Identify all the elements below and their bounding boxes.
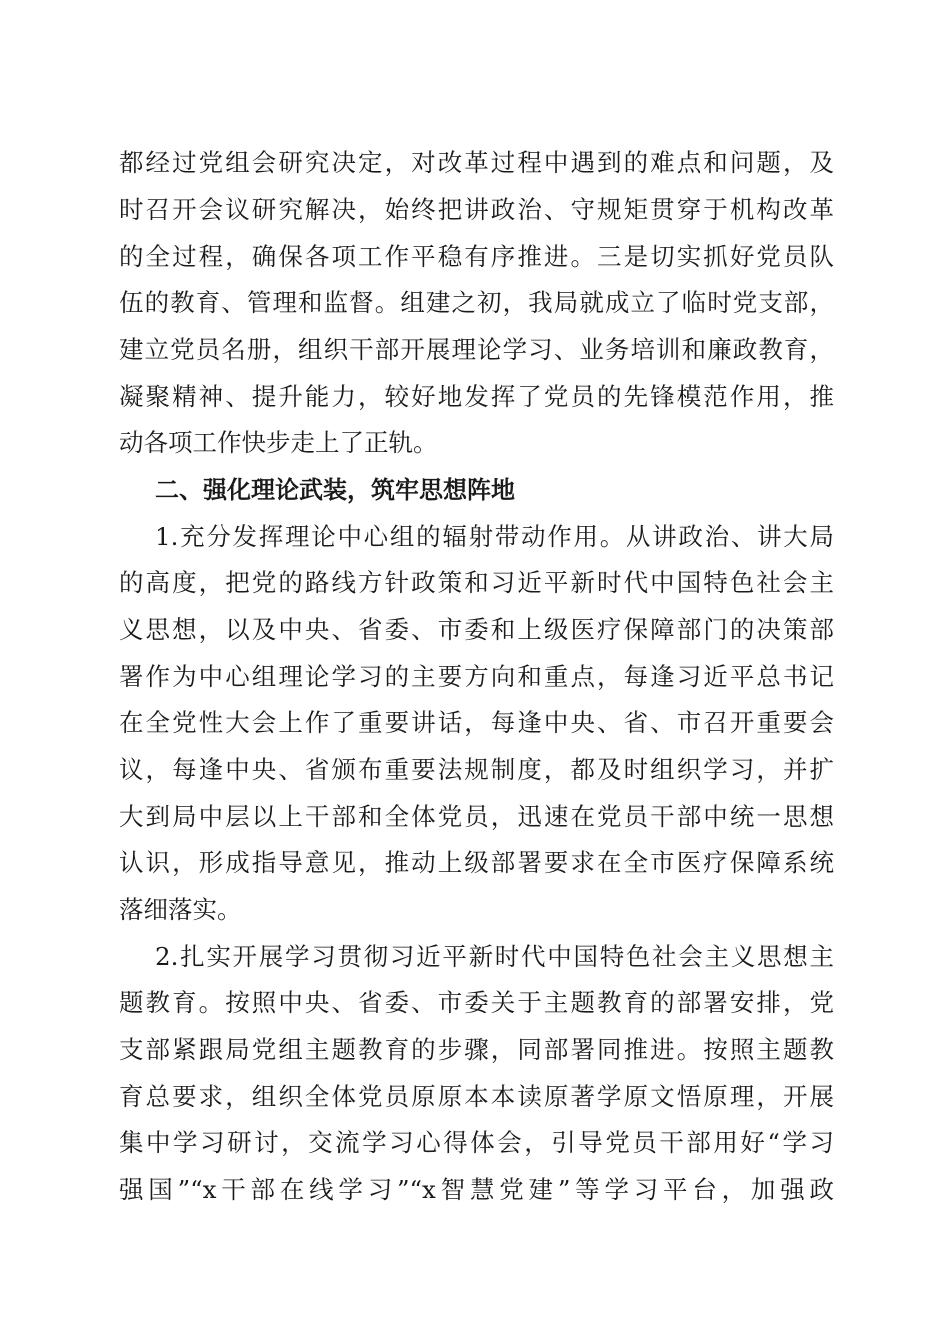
text-line: 的全过程，确保各项工作平稳有序推进。三是切实抓好党员队 [119,242,834,271]
text-line: 时召开会议研究解决，始终把讲政治、守规矩贯穿于机构改革 [119,195,834,224]
section-heading: 二、强化理论武装，筑牢思想阵地 [155,476,515,504]
text-line: 认识，形成指导意见，推动上级部署要求在全市医疗保障系统 [119,848,834,877]
text-line: 的高度，把党的路线方针政策和习近平新时代中国特色社会主 [119,568,834,597]
paragraph-first-line: 2.扎实开展学习贯彻习近平新时代中国特色社会主义思想主 [155,942,834,971]
text-line: 义思想，以及中央、省委、市委和上级医疗保障部门的决策部 [119,615,834,644]
text-line: 支部紧跟局党组主题教育的步骤，同部署同推进。按照主题教 [119,1035,834,1064]
text-line: 大到局中层以上干部和全体党员，迅速在党员干部中统一思想 [119,802,834,831]
text-line: 动各项工作快步走上了正轨。 [119,428,438,457]
text-line: 集中学习研讨，交流学习心得体会，引导党员干部用好“学习 [119,1128,834,1157]
text-line: 在全党性大会上作了重要讲话，每逢中央、省、市召开重要会 [119,708,834,737]
text-line: 伍的教育、管理和监督。组建之初，我局就成立了临时党支部， [119,288,834,317]
text-line: 凝聚精神、提升能力，较好地发挥了党员的先锋模范作用，推 [119,382,834,411]
text-line: 署作为中心组理论学习的主要方向和重点，每逢习近平总书记 [119,662,834,691]
text-line: 强国”“x干部在线学习”“x智慧党建”等学习平台，加强政 [119,1175,834,1204]
text-line: 育总要求，组织全体党员原原本本读原著学原文悟原理，开展 [119,1082,834,1111]
text-line: 题教育。按照中央、省委、市委关于主题教育的部署安排，党 [119,988,834,1017]
paragraph-first-line: 1.充分发挥理论中心组的辐射带动作用。从讲政治、讲大局 [155,522,834,551]
text-line: 建立党员名册，组织干部开展理论学习、业务培训和廉政教育， [119,335,834,364]
text-line: 议，每逢中央、省颁布重要法规制度，都及时组织学习，并扩 [119,755,834,784]
text-line: 落细落实。 [119,895,242,924]
text-line: 都经过党组会研究决定，对改革过程中遇到的难点和问题，及 [119,148,834,177]
